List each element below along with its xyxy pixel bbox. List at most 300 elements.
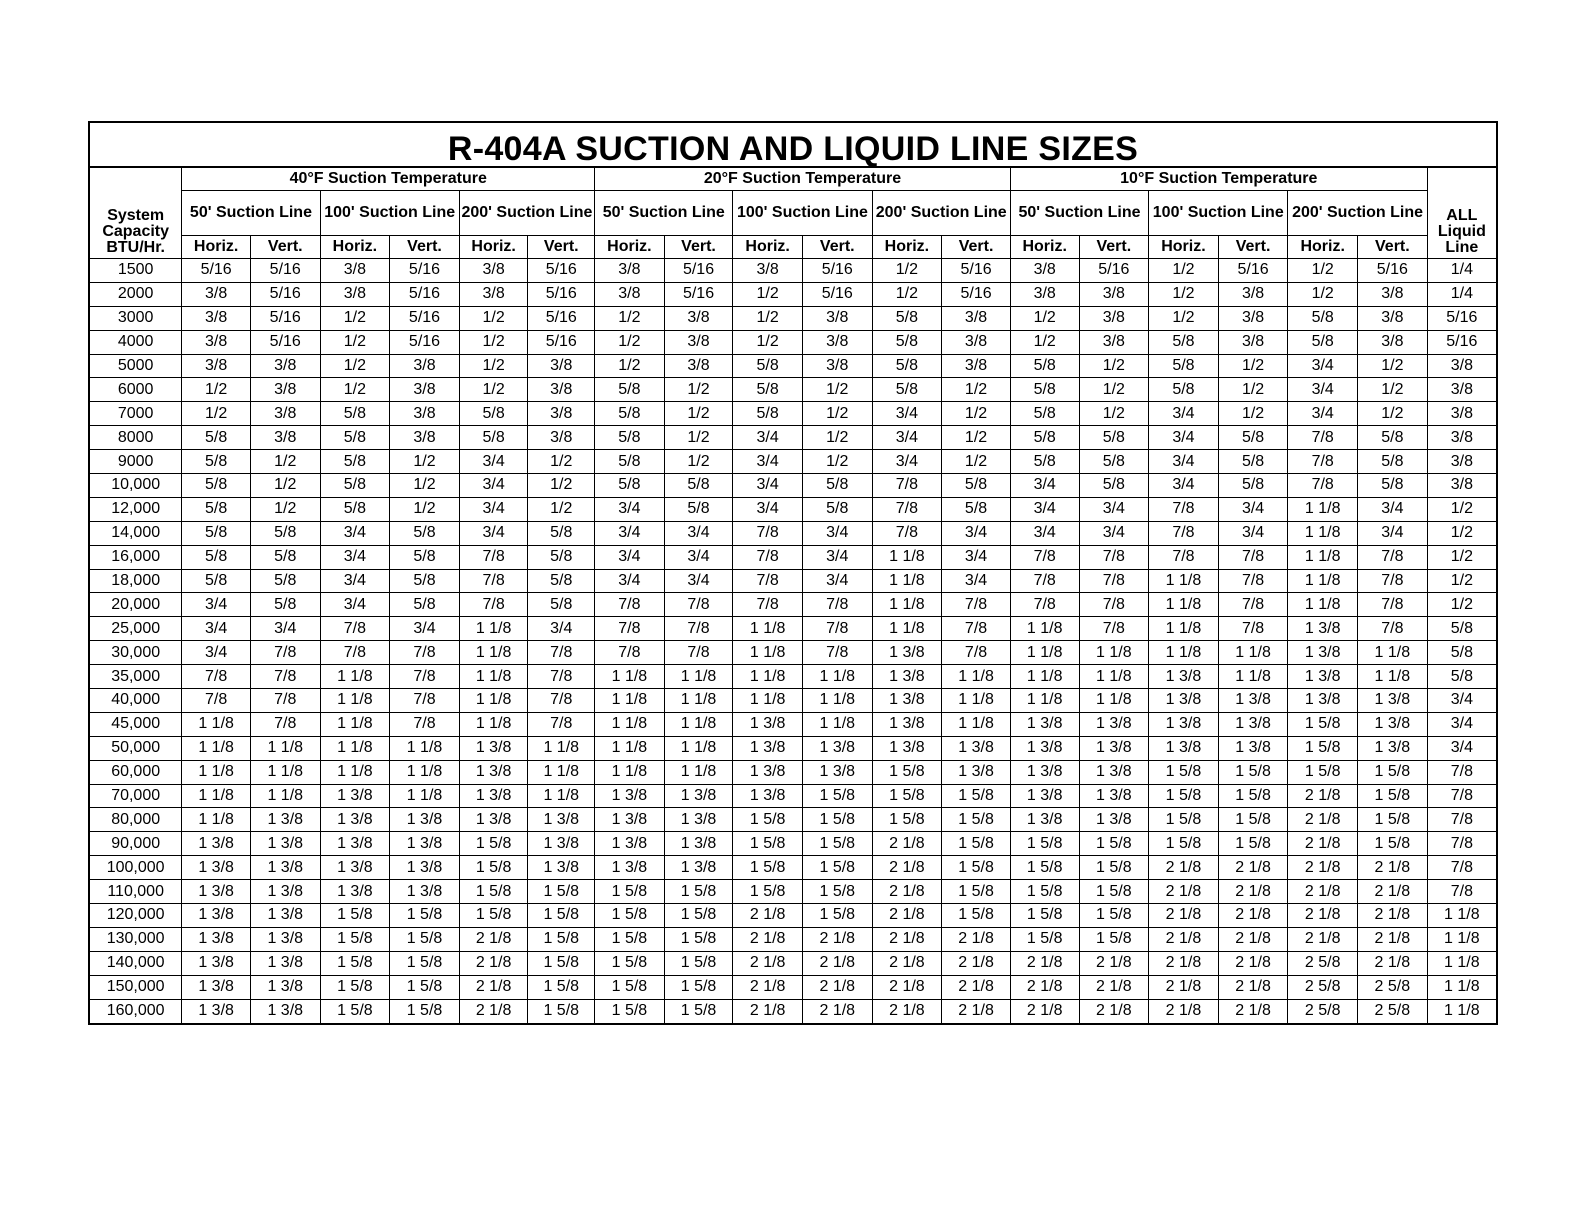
- horiz-size-cell: 1/2: [1149, 282, 1219, 306]
- vert-size-cell: 1 3/8: [664, 832, 733, 856]
- horiz-size-cell: 1 5/8: [1288, 712, 1358, 736]
- horiz-size-cell: 1 3/8: [1149, 689, 1219, 713]
- horiz-size-cell: 5/8: [1010, 402, 1079, 426]
- horiz-size-cell: 2 1/8: [872, 856, 942, 880]
- horiz-size-cell: 2 1/8: [733, 904, 803, 928]
- vert-size-cell: 1/2: [390, 474, 460, 498]
- vert-header: Vert.: [802, 236, 872, 259]
- table-row: [89, 760, 1497, 784]
- horiz-size-cell: 7/8: [1010, 593, 1079, 617]
- capacity-cell: 60,000: [89, 760, 182, 784]
- horiz-size-cell: 1 5/8: [595, 975, 665, 999]
- table-row: [89, 282, 1497, 306]
- vert-size-cell: 1 5/8: [942, 880, 1011, 904]
- vert-size-cell: 2 1/8: [942, 951, 1011, 975]
- horiz-size-cell: 2 5/8: [1288, 951, 1358, 975]
- horiz-size-cell: 1/2: [320, 306, 390, 330]
- horiz-size-cell: 1 3/8: [320, 880, 390, 904]
- vert-size-cell: 1 5/8: [528, 975, 595, 999]
- table-row: [89, 927, 1497, 951]
- horiz-size-cell: 1 3/8: [733, 712, 803, 736]
- horiz-size-cell: 1/2: [1288, 259, 1358, 283]
- vert-size-cell: 5/8: [1079, 474, 1149, 498]
- vert-size-cell: 1 5/8: [1079, 880, 1149, 904]
- horiz-size-cell: 3/4: [872, 450, 942, 474]
- vert-size-cell: 1 3/8: [390, 832, 460, 856]
- horiz-size-cell: 1 3/8: [872, 736, 942, 760]
- vert-size-cell: 5/8: [250, 545, 320, 569]
- vert-size-cell: 1 1/8: [1358, 641, 1428, 665]
- horiz-size-cell: 2 1/8: [1288, 832, 1358, 856]
- horiz-size-cell: 7/8: [595, 593, 665, 617]
- capacity-cell: 90,000: [89, 832, 182, 856]
- horiz-size-cell: 1 3/8: [182, 999, 251, 1023]
- horiz-size-cell: 2 1/8: [1010, 975, 1079, 999]
- horiz-size-cell: 5/8: [320, 402, 390, 426]
- vert-size-cell: 2 1/8: [942, 927, 1011, 951]
- horiz-size-cell: 5/8: [1288, 306, 1358, 330]
- capacity-cell: 100,000: [89, 856, 182, 880]
- vert-size-cell: 1 1/8: [528, 784, 595, 808]
- vert-size-cell: 1 5/8: [664, 904, 733, 928]
- vert-size-cell: 7/8: [942, 617, 1011, 641]
- vert-size-cell: 1 3/8: [250, 856, 320, 880]
- capacity-cell: 160,000: [89, 999, 182, 1023]
- vert-size-cell: 5/16: [1358, 259, 1428, 283]
- vert-size-cell: 7/8: [664, 593, 733, 617]
- vert-size-cell: 5/8: [250, 521, 320, 545]
- liquid-line-cell: 3/8: [1427, 450, 1497, 474]
- horiz-size-cell: 1 5/8: [459, 880, 528, 904]
- horiz-header: Horiz.: [182, 236, 251, 259]
- vert-size-cell: 5/16: [802, 282, 872, 306]
- horiz-size-cell: 1 1/8: [1010, 641, 1079, 665]
- line-header-100: 100' Suction Line: [733, 191, 872, 236]
- horiz-size-cell: 1 3/8: [182, 975, 251, 999]
- vert-size-cell: 1/2: [390, 450, 460, 474]
- vert-size-cell: 1 3/8: [1358, 712, 1428, 736]
- horiz-size-cell: 1 1/8: [182, 808, 251, 832]
- horiz-size-cell: 3/8: [320, 282, 390, 306]
- vert-size-cell: 5/8: [1218, 450, 1288, 474]
- capacity-cell: 10,000: [89, 474, 182, 498]
- vert-size-cell: 3/8: [942, 330, 1011, 354]
- vert-size-cell: 2 1/8: [1358, 880, 1428, 904]
- vert-size-cell: 1 1/8: [390, 760, 460, 784]
- horiz-header: Horiz.: [1010, 236, 1079, 259]
- horiz-size-cell: 2 1/8: [1149, 880, 1219, 904]
- horiz-size-cell: 3/4: [733, 426, 803, 450]
- horiz-size-cell: 1 1/8: [1149, 617, 1219, 641]
- liquid-line-cell: 3/4: [1427, 712, 1497, 736]
- temp-header-10: 10°F Suction Temperature: [1010, 168, 1427, 191]
- horiz-size-cell: 7/8: [1149, 497, 1219, 521]
- table-row: [89, 951, 1497, 975]
- horiz-size-cell: 5/8: [182, 474, 251, 498]
- horiz-size-cell: 7/8: [1010, 545, 1079, 569]
- horiz-size-cell: 2 1/8: [459, 999, 528, 1023]
- vert-size-cell: 1/2: [1358, 402, 1428, 426]
- horiz-size-cell: 1 1/8: [595, 689, 665, 713]
- table-row: [89, 736, 1497, 760]
- vert-size-cell: 3/8: [1358, 330, 1428, 354]
- vert-size-cell: 3/8: [1218, 306, 1288, 330]
- vert-size-cell: 1 5/8: [1218, 832, 1288, 856]
- horiz-size-cell: 1 1/8: [459, 665, 528, 689]
- table-row: [89, 880, 1497, 904]
- liquid-line-cell: 3/4: [1427, 689, 1497, 713]
- horiz-size-cell: 5/8: [872, 330, 942, 354]
- vert-size-cell: 1 3/8: [942, 760, 1011, 784]
- vert-size-cell: 2 1/8: [802, 927, 872, 951]
- horiz-size-cell: 1 3/8: [1010, 712, 1079, 736]
- horiz-size-cell: 3/8: [182, 282, 251, 306]
- capacity-cell: 7000: [89, 402, 182, 426]
- horiz-size-cell: 1/2: [320, 330, 390, 354]
- horiz-size-cell: 1 1/8: [182, 712, 251, 736]
- horiz-size-cell: 1 5/8: [1149, 808, 1219, 832]
- horiz-size-cell: 1 5/8: [733, 832, 803, 856]
- horiz-header: Horiz.: [320, 236, 390, 259]
- vert-size-cell: 5/16: [390, 330, 460, 354]
- horiz-size-cell: 1 1/8: [733, 665, 803, 689]
- horiz-size-cell: 1 1/8: [320, 760, 390, 784]
- liquid-line-cell: 7/8: [1427, 880, 1497, 904]
- liquid-line-cell: 5/8: [1427, 617, 1497, 641]
- liquid-line-cell: 3/8: [1427, 426, 1497, 450]
- horiz-size-cell: 3/8: [1010, 259, 1079, 283]
- vert-size-cell: 7/8: [528, 689, 595, 713]
- horiz-size-cell: 2 1/8: [733, 927, 803, 951]
- vert-size-cell: 3/4: [1358, 521, 1428, 545]
- line-header-200: 200' Suction Line: [459, 191, 594, 236]
- vert-size-cell: 1 1/8: [664, 689, 733, 713]
- vert-size-cell: 1 1/8: [1079, 689, 1149, 713]
- liquid-line-cell: 1/4: [1427, 259, 1497, 283]
- vert-size-cell: 7/8: [250, 641, 320, 665]
- line-header-50: 50' Suction Line: [182, 191, 320, 236]
- horiz-size-cell: 1 1/8: [459, 689, 528, 713]
- horiz-size-cell: 3/4: [1149, 426, 1219, 450]
- vert-size-cell: 1/2: [1358, 378, 1428, 402]
- horiz-size-cell: 1 1/8: [182, 760, 251, 784]
- vert-size-cell: 5/16: [664, 259, 733, 283]
- liquid-line-cell: 7/8: [1427, 808, 1497, 832]
- horiz-size-cell: 1 5/8: [1010, 832, 1079, 856]
- vert-size-cell: 3/4: [1079, 497, 1149, 521]
- vert-size-cell: 1 1/8: [1358, 665, 1428, 689]
- horiz-size-cell: 5/8: [595, 402, 665, 426]
- vert-header: Vert.: [1358, 236, 1428, 259]
- vert-size-cell: 5/8: [1079, 450, 1149, 474]
- temp-header-20: 20°F Suction Temperature: [595, 168, 1011, 191]
- vert-size-cell: 3/8: [250, 426, 320, 450]
- horiz-size-cell: 1 1/8: [1010, 665, 1079, 689]
- capacity-cell: 120,000: [89, 904, 182, 928]
- capacity-cell: 3000: [89, 306, 182, 330]
- horiz-size-cell: 5/8: [320, 450, 390, 474]
- vert-size-cell: 1 1/8: [942, 665, 1011, 689]
- vert-size-cell: 1 5/8: [664, 951, 733, 975]
- capacity-cell: 110,000: [89, 880, 182, 904]
- horiz-size-cell: 1/2: [459, 378, 528, 402]
- horiz-size-cell: 1 5/8: [320, 927, 390, 951]
- vert-size-cell: 5/16: [390, 282, 460, 306]
- horiz-size-cell: 1 5/8: [733, 808, 803, 832]
- horiz-size-cell: 7/8: [595, 641, 665, 665]
- vert-size-cell: 5/8: [1218, 474, 1288, 498]
- horiz-size-cell: 1 1/8: [733, 689, 803, 713]
- liquid-line-cell: 5/16: [1427, 306, 1497, 330]
- vert-size-cell: 7/8: [942, 593, 1011, 617]
- vert-size-cell: 1 1/8: [1079, 641, 1149, 665]
- vert-size-cell: 5/8: [664, 474, 733, 498]
- horiz-size-cell: 5/8: [1010, 450, 1079, 474]
- horiz-size-cell: 2 1/8: [459, 975, 528, 999]
- horiz-size-cell: 1 3/8: [595, 856, 665, 880]
- table-row: [89, 545, 1497, 569]
- horiz-size-cell: 1 5/8: [459, 856, 528, 880]
- vert-size-cell: 7/8: [1079, 569, 1149, 593]
- capacity-cell: 1500: [89, 259, 182, 283]
- horiz-size-cell: 1 1/8: [1288, 497, 1358, 521]
- horiz-size-cell: 5/8: [595, 426, 665, 450]
- horiz-header: Horiz.: [459, 236, 528, 259]
- vert-size-cell: 1 5/8: [390, 951, 460, 975]
- vert-size-cell: 1 5/8: [1079, 832, 1149, 856]
- vert-size-cell: 3/8: [664, 306, 733, 330]
- vert-size-cell: 1 3/8: [250, 808, 320, 832]
- vert-size-cell: 1 5/8: [802, 880, 872, 904]
- vert-size-cell: 5/16: [528, 330, 595, 354]
- vert-size-cell: 1 3/8: [390, 856, 460, 880]
- vert-size-cell: 5/8: [528, 545, 595, 569]
- horiz-size-cell: 5/8: [595, 450, 665, 474]
- vert-size-cell: 1 3/8: [1358, 736, 1428, 760]
- vert-size-cell: 2 1/8: [1358, 927, 1428, 951]
- vert-size-cell: 2 1/8: [1079, 975, 1149, 999]
- vert-size-cell: 3/8: [802, 354, 872, 378]
- horiz-size-cell: 5/8: [872, 378, 942, 402]
- vert-size-cell: 1 1/8: [664, 760, 733, 784]
- horiz-size-cell: 7/8: [1149, 545, 1219, 569]
- horiz-size-cell: 3/4: [459, 521, 528, 545]
- vert-size-cell: 3/8: [390, 426, 460, 450]
- vert-size-cell: 2 1/8: [1218, 880, 1288, 904]
- horiz-size-cell: 2 1/8: [1149, 856, 1219, 880]
- horiz-size-cell: 5/8: [733, 354, 803, 378]
- vert-size-cell: 1 3/8: [1218, 689, 1288, 713]
- horiz-size-cell: 2 1/8: [872, 975, 942, 999]
- vert-size-cell: 2 1/8: [802, 999, 872, 1023]
- horiz-size-cell: 1 5/8: [1010, 856, 1079, 880]
- table-row: [89, 784, 1497, 808]
- liquid-line-cell: 1 1/8: [1427, 999, 1497, 1023]
- horiz-size-cell: 3/8: [320, 259, 390, 283]
- vert-size-cell: 1/2: [802, 402, 872, 426]
- vert-size-cell: 7/8: [1079, 617, 1149, 641]
- vert-size-cell: 3/4: [664, 521, 733, 545]
- capacity-cell: 8000: [89, 426, 182, 450]
- horiz-size-cell: 2 1/8: [1149, 927, 1219, 951]
- horiz-size-cell: 1 5/8: [1288, 736, 1358, 760]
- vert-size-cell: 5/8: [802, 497, 872, 521]
- horiz-size-cell: 1 1/8: [872, 617, 942, 641]
- vert-size-cell: 7/8: [1358, 569, 1428, 593]
- horiz-size-cell: 1 3/8: [1149, 736, 1219, 760]
- vert-header: Vert.: [942, 236, 1011, 259]
- horiz-size-cell: 3/4: [1149, 450, 1219, 474]
- horiz-size-cell: 5/8: [320, 497, 390, 521]
- capacity-cell: 2000: [89, 282, 182, 306]
- vert-size-cell: 5/16: [1218, 259, 1288, 283]
- horiz-size-cell: 7/8: [733, 545, 803, 569]
- horiz-size-cell: 1 1/8: [595, 736, 665, 760]
- horiz-size-cell: 1 5/8: [872, 808, 942, 832]
- vert-size-cell: 3/4: [1218, 521, 1288, 545]
- horiz-size-cell: 2 1/8: [733, 999, 803, 1023]
- horiz-size-cell: 1 5/8: [595, 880, 665, 904]
- vert-size-cell: 5/8: [528, 521, 595, 545]
- liquid-line-cell: 7/8: [1427, 832, 1497, 856]
- horiz-size-cell: 2 1/8: [872, 927, 942, 951]
- horiz-size-cell: 1 5/8: [595, 927, 665, 951]
- horiz-size-cell: 3/4: [320, 521, 390, 545]
- horiz-size-cell: 1 5/8: [320, 999, 390, 1023]
- vert-size-cell: 7/8: [1218, 617, 1288, 641]
- vert-size-cell: 3/4: [664, 569, 733, 593]
- vert-size-cell: 1 3/8: [250, 880, 320, 904]
- line-header-100: 100' Suction Line: [1149, 191, 1288, 236]
- vert-size-cell: 1 1/8: [250, 784, 320, 808]
- vert-size-cell: 1 5/8: [664, 880, 733, 904]
- table-row: [89, 999, 1497, 1023]
- liquid-line-cell: 1 1/8: [1427, 951, 1497, 975]
- vert-size-cell: 3/8: [1079, 282, 1149, 306]
- horiz-size-cell: 1/2: [595, 330, 665, 354]
- horiz-size-cell: 1/2: [1149, 259, 1219, 283]
- horiz-header: Horiz.: [733, 236, 803, 259]
- liquid-line-cell: 1/2: [1427, 593, 1497, 617]
- capacity-cell: 150,000: [89, 975, 182, 999]
- horiz-size-cell: 3/4: [1010, 521, 1079, 545]
- horiz-size-cell: 1 3/8: [320, 832, 390, 856]
- vert-size-cell: 1/2: [528, 497, 595, 521]
- vert-size-cell: 7/8: [802, 617, 872, 641]
- vert-size-cell: 1 5/8: [802, 856, 872, 880]
- liquid-line-cell: 7/8: [1427, 784, 1497, 808]
- vert-size-cell: 1 5/8: [802, 832, 872, 856]
- capacity-cell: 18,000: [89, 569, 182, 593]
- horiz-size-cell: 2 1/8: [1010, 951, 1079, 975]
- vert-size-cell: 1/2: [1218, 378, 1288, 402]
- vert-size-cell: 1 3/8: [802, 760, 872, 784]
- horiz-size-cell: 1 3/8: [595, 784, 665, 808]
- horiz-size-cell: 1 5/8: [595, 951, 665, 975]
- vert-size-cell: 1 5/8: [802, 904, 872, 928]
- vert-size-cell: 1/2: [250, 497, 320, 521]
- horiz-size-cell: 1 3/8: [459, 736, 528, 760]
- vert-size-cell: 1 1/8: [1079, 665, 1149, 689]
- vert-size-cell: 1 5/8: [1218, 760, 1288, 784]
- horiz-size-cell: 7/8: [1149, 521, 1219, 545]
- vert-size-cell: 1 5/8: [528, 880, 595, 904]
- vert-size-cell: 1 1/8: [250, 736, 320, 760]
- horiz-size-cell: 3/4: [459, 450, 528, 474]
- vert-size-cell: 2 1/8: [1218, 951, 1288, 975]
- vert-header: Vert.: [390, 236, 460, 259]
- horiz-size-cell: 3/4: [182, 641, 251, 665]
- table-row: [89, 354, 1497, 378]
- vert-size-cell: 1/2: [942, 402, 1011, 426]
- vert-size-cell: 2 1/8: [1218, 927, 1288, 951]
- vert-size-cell: 7/8: [1358, 617, 1428, 641]
- vert-size-cell: 3/8: [1218, 282, 1288, 306]
- vert-size-cell: 1 3/8: [250, 999, 320, 1023]
- horiz-size-cell: 2 1/8: [872, 904, 942, 928]
- vert-size-cell: 1 5/8: [1079, 904, 1149, 928]
- horiz-size-cell: 5/8: [1010, 378, 1079, 402]
- capacity-cell: 16,000: [89, 545, 182, 569]
- horiz-size-cell: 1 5/8: [459, 904, 528, 928]
- vert-size-cell: 1/2: [1079, 402, 1149, 426]
- horiz-size-cell: 5/8: [182, 545, 251, 569]
- table-row: [89, 402, 1497, 426]
- table-row: [89, 450, 1497, 474]
- horiz-size-cell: 3/4: [595, 497, 665, 521]
- vert-size-cell: 5/8: [390, 545, 460, 569]
- horiz-size-cell: 3/8: [182, 354, 251, 378]
- vert-size-cell: 3/4: [1358, 497, 1428, 521]
- horiz-size-cell: 2 1/8: [1288, 927, 1358, 951]
- vert-size-cell: 3/4: [942, 569, 1011, 593]
- horiz-size-cell: 1/2: [595, 354, 665, 378]
- vert-size-cell: 5/16: [942, 282, 1011, 306]
- table-header: [89, 168, 1497, 259]
- horiz-size-cell: 7/8: [1010, 569, 1079, 593]
- horiz-size-cell: 1/2: [872, 282, 942, 306]
- line-header-100: 100' Suction Line: [320, 191, 459, 236]
- liquid-line-cell: 1/2: [1427, 545, 1497, 569]
- horiz-size-cell: 1 1/8: [595, 665, 665, 689]
- vert-size-cell: 1 1/8: [802, 712, 872, 736]
- vert-size-cell: 3/8: [390, 402, 460, 426]
- horiz-size-cell: 3/4: [1010, 497, 1079, 521]
- horiz-size-cell: 1 3/8: [733, 736, 803, 760]
- table-row: [89, 832, 1497, 856]
- horiz-size-cell: 1/2: [320, 354, 390, 378]
- horiz-size-cell: 7/8: [872, 497, 942, 521]
- vert-size-cell: 1 5/8: [664, 927, 733, 951]
- liquid-line-cell: 3/8: [1427, 474, 1497, 498]
- vert-header: Vert.: [1218, 236, 1288, 259]
- vert-size-cell: 5/8: [528, 593, 595, 617]
- vert-size-cell: 1/2: [802, 426, 872, 450]
- vert-size-cell: 1/2: [1079, 354, 1149, 378]
- vert-size-cell: 5/8: [1358, 450, 1428, 474]
- horiz-size-cell: 1/2: [182, 378, 251, 402]
- horiz-size-cell: 5/8: [182, 521, 251, 545]
- horiz-size-cell: 1 3/8: [1010, 760, 1079, 784]
- vert-size-cell: 7/8: [390, 641, 460, 665]
- horiz-size-cell: 3/8: [733, 259, 803, 283]
- horiz-size-cell: 1 1/8: [320, 736, 390, 760]
- horiz-size-cell: 1/2: [182, 402, 251, 426]
- horiz-size-cell: 2 1/8: [1288, 856, 1358, 880]
- horiz-size-cell: 1/2: [1010, 330, 1079, 354]
- horiz-size-cell: 1 1/8: [1149, 641, 1219, 665]
- horiz-size-cell: 2 1/8: [872, 880, 942, 904]
